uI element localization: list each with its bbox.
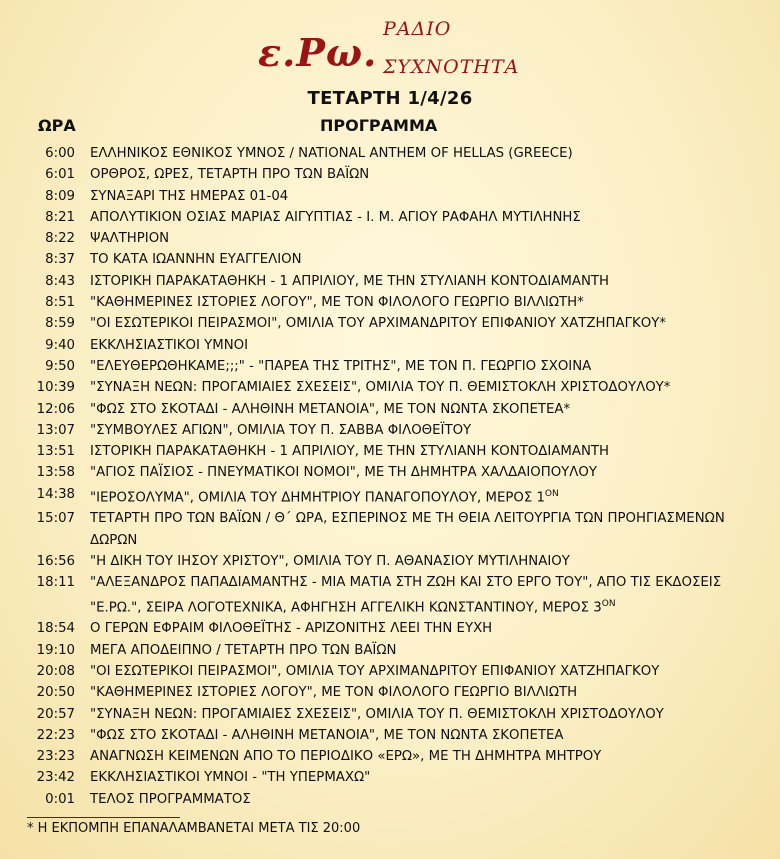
schedule-time: 23:42 [36, 770, 75, 786]
schedule-title-text: ΜΕΓΑ ΑΠΟΔΕΙΠΝΟ / ΤΕΤΑΡΤΗ ΠΡΟ ΤΩΝ ΒΑΪΩΝ [90, 642, 397, 658]
ordinal-suffix: ΟΝ [544, 488, 559, 499]
schedule-title-text: "ΦΩΣ ΣΤΟ ΣΚΟΤΑΔΙ - ΑΛΗΘΙΝΗ ΜΕΤΑΝΟΙΑ", ΜΕ ΤΟΝ ΝΩΝΤΑ ΣΚΟΠΕΤΕΑ [90, 727, 564, 743]
schedule-title-text: "ΣΥΝΑΞΗ ΝΕΩΝ: ΠΡΟΓΑΜΙΑΙΕΣ ΣΧΕΣΕΙΣ", ΟΜΙΛΙΑ ΤΟΥ Π. ΘΕΜΙΣΤΟΚΛΗ ΧΡΙΣΤΟΔΟΥΛΟΥ [90, 706, 664, 722]
schedule-title [90, 462, 755, 483]
schedule-title-text: "ΦΩΣ ΣΤΟ ΣΚΟΤΑΔΙ - ΑΛΗΘΙΝΗ ΜΕΤΑΝΟΙΑ", ΜΕ ΤΟΝ ΝΩΝΤΑ ΣΚΟΠΕΤΕΑ* [90, 401, 571, 417]
schedule-title-text: ΙΣΤΟΡΙΚΗ ΠΑΡΑΚΑΤΑΘΗΚΗ - 1 ΑΠΡΙΛΙΟΥ, ΜΕ ΤΗΝ ΣΤΥΛΙΑΝΗ ΚΟΝΤΟΔΙΑΜΑΝΤΗ [90, 273, 610, 289]
schedule-title-text: "ΑΓΙΟΣ ΠΑΪΣΙΟΣ - ΠΝΕΥΜΑΤΙΚΟΙ ΝΟΜΟΙ", ΜΕ ΤΗ ΔΗΜΗΤΡΑ ΧΑΛΔΑΙΟΠΟΥΛΟΥ [90, 465, 597, 481]
schedule-time: 8:37 [45, 252, 75, 268]
schedule-time: 12:06 [36, 401, 75, 417]
schedule-title [90, 640, 755, 661]
schedule-row [0, 484, 780, 509]
schedule-date: ΤΕΤΑΡΤΗ 1/4/26 [307, 88, 473, 109]
schedule-row [0, 725, 780, 746]
logo-line-frequency: ΣΥΧΝΟΤΗΤΑ [383, 56, 520, 78]
schedule-row [0, 462, 780, 483]
program-column-header: ΠΡΟΓΡΑΜΜΑ [320, 116, 438, 135]
schedule-title [90, 313, 755, 334]
schedule-title [90, 484, 755, 509]
schedule-title [90, 789, 755, 810]
schedule-row [0, 640, 780, 661]
schedule-title-text: "ΣΥΝΑΞΗ ΝΕΩΝ: ΠΡΟΓΑΜΙΑΙΕΣ ΣΧΕΣΕΙΣ", ΟΜΙΛΙΑ ΤΟΥ Π. ΘΕΜΙΣΤΟΚΛΗ ΧΡΙΣΤΟΔΟΥΛΟΥ* [90, 380, 671, 396]
schedule-title [90, 164, 755, 185]
schedule-row [0, 441, 780, 462]
footnote-divider [27, 817, 180, 818]
schedule-time: 13:07 [36, 422, 75, 438]
schedule-title [90, 618, 755, 639]
schedule-title [90, 207, 755, 228]
schedule-row [0, 164, 780, 185]
schedule-title [90, 292, 755, 313]
schedule-row [0, 377, 780, 398]
ordinal-suffix: ΟΝ [601, 598, 616, 609]
schedule-title [90, 704, 755, 725]
schedule-title [90, 572, 755, 618]
schedule-time: 9:50 [45, 358, 75, 374]
schedule-title [90, 186, 755, 207]
schedule-time: 18:54 [36, 621, 75, 637]
schedule-time: 20:57 [36, 706, 75, 722]
schedule-time: 14:38 [36, 486, 75, 502]
schedule-title-text: "ΑΛΕΞΑΝΔΡΟΣ ΠΑΠΑΔΙΑΜΑΝΤΗΣ - ΜΙΑ ΜΑΤΙΑ ΣΤΗ ΖΩΗ ΚΑΙ ΣΤΟ ΕΡΓΟ ΤΟΥ", ΑΠΟ ΤΙΣ ΕΚΔΟΣΕΙΣ "Ε.ΡΩ.", ΣΕΙΡΑ ΛΟΓΟΤΕΧΝΙΚΑ, ΑΦΗΓΗΣΗ ΑΓΓΕΛΙΚΗ ΚΩΝΣΤΑΝΤΙΝΟΥ, ΜΕΡΟΣ 3 [90, 575, 722, 616]
schedule-time: 13:58 [36, 465, 75, 481]
schedule-row [0, 335, 780, 356]
schedule-title [90, 377, 755, 398]
schedule-title-text: Ο ΓΕΡΩΝ ΕΦΡΑΙΜ ΦΙΛΟΘΕΪΤΗΣ - ΑΡΙΖΟΝΙΤΗΣ ΛΕΕΙ ΤΗΝ ΕΥΧΗ [90, 621, 493, 637]
schedule-time: 22:23 [36, 727, 75, 743]
schedule-title-text: ΣΥΝΑΞΑΡΙ ΤΗΣ ΗΜΕΡΑΣ 01-04 [90, 188, 289, 204]
schedule-time: 9:40 [45, 337, 75, 353]
schedule-title-text: "ΚΑΘΗΜΕΡΙΝΕΣ ΙΣΤΟΡΙΕΣ ΛΟΓΟΥ", ΜΕ ΤΟΝ ΦΙΛΟΛΟΓΟ ΓΕΩΡΓΙΟ ΒΙΛΛΙΩΤΗ* [90, 295, 584, 311]
schedule-time: 8:51 [45, 295, 75, 311]
schedule-row [0, 618, 780, 639]
schedule-title-text: "Η ΔΙΚΗ ΤΟΥ ΙΗΣΟΥ ΧΡΙΣΤΟΥ", ΟΜΙΛΙΑ ΤΟΥ Π. ΑΘΑΝΑΣΙΟΥ ΜΥΤΙΛΗΝΑΙΟΥ [90, 554, 570, 570]
schedule-time: 15:07 [36, 511, 75, 527]
schedule-time: 8:22 [45, 231, 75, 247]
schedule-title [90, 441, 755, 462]
schedule-title [90, 271, 755, 292]
schedule-title-text: ΕΚΚΛΗΣΙΑΣΤΙΚΟΙ ΥΜΝΟΙ - "ΤΗ ΥΠΕΡΜΑΧΩ" [90, 770, 371, 786]
schedule-title-text: ΙΣΤΟΡΙΚΗ ΠΑΡΑΚΑΤΑΘΗΚΗ - 1 ΑΠΡΙΛΙΟΥ, ΜΕ ΤΗΝ ΣΤΥΛΙΑΝΗ ΚΟΝΤΟΔΙΑΜΑΝΤΗ [90, 444, 610, 460]
schedule-time: 20:50 [36, 685, 75, 701]
schedule-time: 18:11 [36, 575, 75, 591]
schedule-title-text: "ΕΛΕΥΘΕΡΩΘΗΚΑΜΕ;;;" - "ΠΑΡΕΑ ΤΗΣ ΤΡΙΤΗΣ", ΜΕ ΤΟΝ Π. ΓΕΩΡΓΙΟ ΣΧΟΙΝΑ [90, 358, 592, 374]
schedule-title-text: ΑΝΑΓΝΩΣΗ ΚΕΙΜΕΝΩΝ ΑΠΟ ΤΟ ΠΕΡΙΟΔΙΚΟ «ΕΡΩ», ΜΕ ΤΗ ΔΗΜΗΤΡΑ ΜΗΤΡΟΥ [90, 749, 602, 765]
schedule-row [0, 661, 780, 682]
schedule-list [0, 143, 780, 810]
schedule-title-text: "ΟΙ ΕΣΩΤΕΡΙΚΟΙ ΠΕΙΡΑΣΜΟΙ", ΟΜΙΛΙΑ ΤΟΥ ΑΡΧΙΜΑΝΔΡΙΤΟΥ ΕΠΙΦΑΝΙΟΥ ΧΑΤΖΗΠΑΓΚΟΥ [90, 663, 660, 679]
schedule-time: 6:01 [45, 167, 75, 183]
time-column-header: ΩΡΑ [38, 116, 76, 135]
schedule-title-text: ΑΠΟΛΥΤΙΚΙΟΝ ΟΣΙΑΣ ΜΑΡΙΑΣ ΑΙΓΥΠΤΙΑΣ - Ι. Μ. ΑΓΙΟΥ ΡΑΦΑΗΛ ΜΥΤΙΛΗΝΗΣ [90, 209, 581, 225]
schedule-time: 8:21 [45, 209, 75, 225]
logo-mark: ε.Ρω. [258, 30, 378, 75]
schedule-time: 20:08 [36, 663, 75, 679]
station-logo [258, 12, 558, 82]
schedule-title [90, 746, 755, 767]
logo-line-radio: ΡΑΔΙΟ [383, 18, 452, 40]
schedule-row [0, 228, 780, 249]
schedule-row [0, 399, 780, 420]
schedule-row [0, 508, 780, 551]
schedule-title [90, 551, 755, 572]
schedule-title [90, 356, 755, 377]
schedule-time: 0:01 [45, 791, 75, 807]
schedule-title-text: "ΣΥΜΒΟΥΛΕΣ ΑΓΙΩΝ", ΟΜΙΛΙΑ ΤΟΥ Π. ΣΑΒΒΑ ΦΙΛΟΘΕΪΤΟΥ [90, 422, 472, 438]
schedule-title [90, 143, 755, 164]
schedule-title-text: ΕΚΚΛΗΣΙΑΣΤΙΚΟΙ ΥΜΝΟΙ [90, 337, 249, 353]
schedule-title-text: "ΙΕΡΟΣΟΛΥΜΑ", ΟΜΙΛΙΑ ΤΟΥ ΔΗΜΗΤΡΙΟΥ ΠΑΝΑΓΟΠΟΥΛΟΥ, ΜΕΡΟΣ 1 [90, 490, 545, 506]
schedule-time: 16:56 [36, 554, 75, 570]
schedule-row [0, 746, 780, 767]
schedule-title-text: ΤΕΤΑΡΤΗ ΠΡΟ ΤΩΝ ΒΑΪΩΝ / Θ΄ ΩΡΑ, ΕΣΠΕΡΙΝΟΣ ΜΕ ΤΗ ΘΕΙΑ ΛΕΙΤΟΥΡΓΙΑ ΤΩΝ ΠΡΟΗΓΙΑΣΜΕΝΩΝ ΔΩΡΩΝ [90, 511, 725, 548]
schedule-title [90, 399, 755, 420]
schedule-row [0, 143, 780, 164]
schedule-row [0, 207, 780, 228]
schedule-title [90, 725, 755, 746]
schedule-row [0, 551, 780, 572]
schedule-title [90, 508, 755, 551]
schedule-title [90, 767, 755, 788]
schedule-row [0, 789, 780, 810]
schedule-row [0, 767, 780, 788]
schedule-title-text: "ΚΑΘΗΜΕΡΙΝΕΣ ΙΣΤΟΡΙΕΣ ΛΟΓΟΥ", ΜΕ ΤΟΝ ΦΙΛΟΛΟΓΟ ΓΕΩΡΓΙΟ ΒΙΛΛΙΩΤΗ [90, 685, 578, 701]
schedule-title [90, 682, 755, 703]
schedule-row [0, 682, 780, 703]
schedule-title-text: ΟΡΘΡΟΣ, ΩΡΕΣ, ΤΕΤΑΡΤΗ ΠΡΟ ΤΩΝ ΒΑΪΩΝ [90, 167, 370, 183]
schedule-row [0, 271, 780, 292]
schedule-time: 13:51 [36, 444, 75, 460]
schedule-title-text: ΕΛΛΗΝΙΚΟΣ ΕΘΝΙΚΟΣ ΥΜΝΟΣ / NATIONAL ANTHEM OF HELLAS (GREECE) [90, 146, 573, 161]
schedule-time: 10:39 [36, 380, 75, 396]
schedule-title [90, 420, 755, 441]
schedule-row [0, 313, 780, 334]
schedule-title [90, 335, 755, 356]
schedule-time: 6:00 [45, 146, 75, 161]
schedule-time: 8:09 [45, 188, 75, 204]
schedule-title-text: ΤΟ ΚΑΤΑ ΙΩΑΝΝΗΝ ΕΥΑΓΓΕΛΙΟΝ [90, 252, 302, 268]
schedule-row [0, 420, 780, 441]
schedule-row [0, 292, 780, 313]
schedule-time: 19:10 [36, 642, 75, 658]
footnote: * Η ΕΚΠΟΜΠΗ ΕΠΑΝΑΛΑΜΒΑΝΕΤΑΙ ΜΕΤΑ ΤΙΣ 20:00 [27, 821, 361, 836]
schedule-row [0, 572, 780, 618]
schedule-row [0, 186, 780, 207]
schedule-time: 8:59 [45, 316, 75, 332]
schedule-row [0, 356, 780, 377]
schedule-time: 23:23 [36, 749, 75, 765]
schedule-title [90, 228, 755, 249]
schedule-title-text: ΤΕΛΟΣ ΠΡΟΓΡΑΜΜΑΤΟΣ [90, 791, 251, 807]
schedule-row [0, 704, 780, 725]
schedule-title-text: ΨΑΛΤΗΡΙΟΝ [90, 231, 170, 247]
schedule-title-text: "ΟΙ ΕΣΩΤΕΡΙΚΟΙ ΠΕΙΡΑΣΜΟΙ", ΟΜΙΛΙΑ ΤΟΥ ΑΡΧΙΜΑΝΔΡΙΤΟΥ ΕΠΙΦΑΝΙΟΥ ΧΑΤΖΗΠΑΓΚΟΥ* [90, 316, 666, 332]
schedule-title [90, 661, 755, 682]
schedule-row [0, 249, 780, 270]
schedule-title [90, 249, 755, 270]
schedule-time: 8:43 [45, 273, 75, 289]
